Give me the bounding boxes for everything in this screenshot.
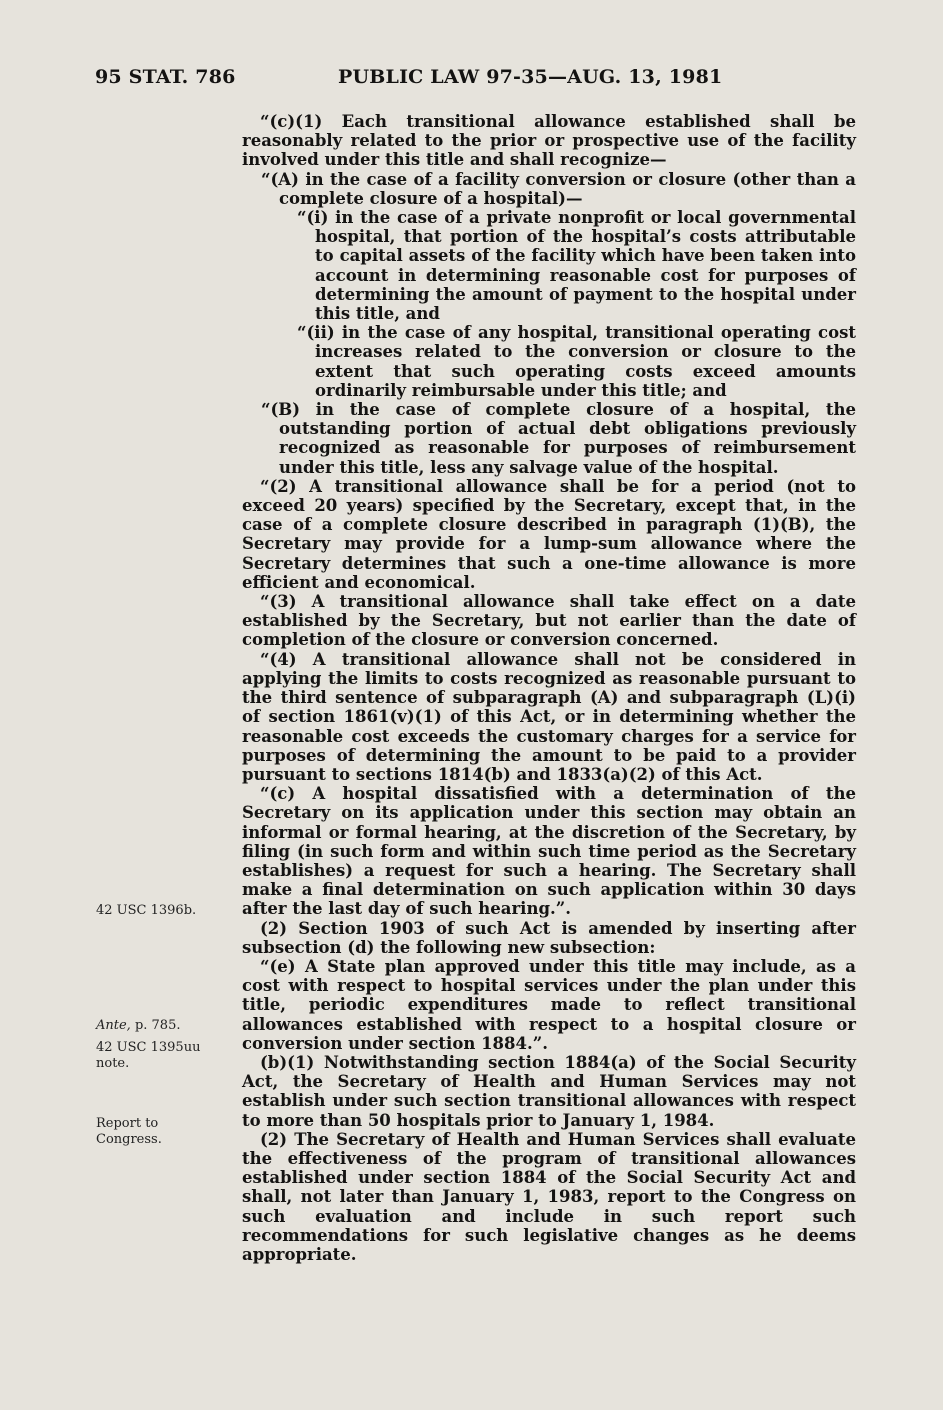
statute-body [242,112,856,1264]
clause-B: “(B) in the case of complete closure of a hospital, the outstanding portion of actual debt obligations previously recognized as reasonable for purposes of reimbursement under this title, less any salvage value of the hospital. [261,400,856,477]
margin-note-42-usc-1395uu [96,1040,200,1072]
paragraph-3: “(3) A transitional allowance shall take effect on a date established by the Secretary, but not earlier than the date of completion of the closure or conversion concerned. [242,592,856,650]
report-line1: Report to [96,1116,159,1131]
clause-A-ii: “(ii) in the case of any hospital, transitional operating cost increases related to the conversion or closure to the extent that such operating costs exceed amounts ordinarily reimbursable under this title; and [297,323,856,400]
ante-page: p. 785. [130,1018,181,1033]
running-head: PUBLIC LAW 97-35—AUG. 13, 1981 [338,66,723,88]
paragraph-b2: (2) The Secretary of Health and Human Services shall evaluate the effectiveness of the program of transitional allowances established under section 1884 of the Social Security Act and shall, not later than January 1, 1983, report to the Congress on such evaluation and include in such report such recommendations for such legislative changes as he deems appropriate. [242,1129,856,1264]
paragraph-c1: “(c)(1) Each transitional allowance established shall be reasonably related to the prior or prospective use of the facility involved under this title and shall recognize— [242,112,856,170]
section-1903-amendment: (2) Section 1903 of such Act is amended by inserting after subsection (d) the following new subsection: [242,918,856,957]
paragraph-2: “(2) A transitional allowance shall be for a period (not to exceed 20 years) specified by the Secretary, except that, in the case of a complete closure described in paragraph (1)(B), the Secretary may provide for a lump-sum allowance where the Secretary determines that such a one-time allowance is more efficient and economical. [242,476,856,592]
page-stat-citation: 95 STAT. 786 [95,66,236,88]
usc-1395uu-line2: note. [96,1056,130,1071]
paragraph-4: “(4) A transitional allowance shall not be considered in applying the limits to costs recognized as reasonable pursuant to the third sentence of subparagraph (A) and subparagraph (L)(i) of section 1861(v)(1) of this Act, or in determining whether the reasonable cost exceeds the customary charges for a service for purposes of determining the amount to be paid to a provider pursuant to sections 1814(b) and 1833(a)(2) of this Act. [242,649,856,784]
usc-1395uu-line1: 42 USC 1395uu [96,1040,201,1055]
subsection-e: “(e) A State plan approved under this title may include, as a cost with respect to hospital services under the plan under this title, periodic expenditures made to reflect transitional allowances established with respect to a hospital closure or conversion under section 1884.”. [242,956,856,1053]
paragraph-b1: (b)(1) Notwithstanding section 1884(a) of the Social Security Act, the Secretary of Health and Human Services may not establish under such section transitional allowances with respect to more than 50 hospitals prior to January 1, 1984. [242,1052,856,1130]
margin-note-42-usc-1396b: 42 USC 1396b. [96,903,197,918]
clause-A-i: “(i) in the case of a private nonprofit or local governmental hospital, that portion of the hospital’s costs attributable to capital assets of the facility which have been taken into account in determining reasonable cost for purposes of determining the amount of payment to the hospital under this title, and [297,208,856,324]
margin-note-ante [96,1018,180,1034]
margin-note-report-to-congress [96,1116,162,1148]
ante-italic: Ante, [96,1018,131,1033]
report-line2: Congress. [96,1132,162,1147]
clause-A: “(A) in the case of a facility conversion or closure (other than a complete closure of a hospital)— [261,169,856,208]
subsection-c: “(c) A hospital dissatisfied with a determination of the Secretary on its application under this section may obtain an informal or formal hearing, at the discretion of the Secretary, by filing (in such form and within such time period as the Secretary establishes) a request for such a hearing. The Secretary shall make a final determination on such application within 30 days after the last day of such hearing.”. [242,784,856,919]
